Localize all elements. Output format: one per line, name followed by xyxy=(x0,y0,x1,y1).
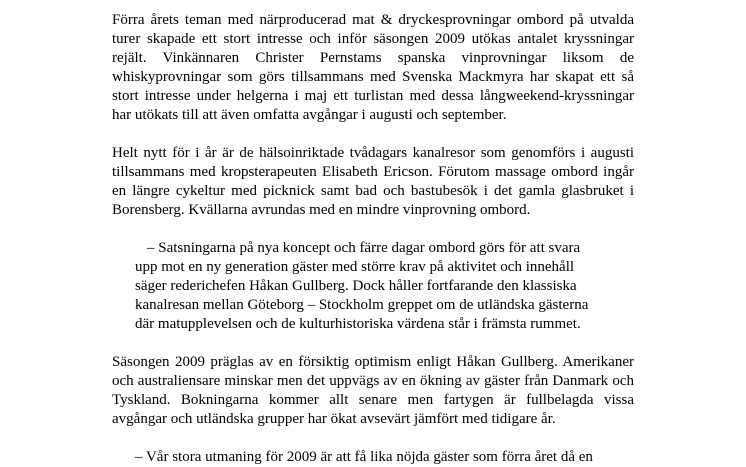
paragraph-line: stort intresse under helgerna i maj ett turlistan med dessa långweekend-kryssningar xyxy=(112,88,634,104)
quote-line: där matupplevelsen och de kulturhistoriska värdena står i främsta rummet. xyxy=(135,316,581,332)
paragraph-line: har utökats till att även omfatta avgångar i augusti och september. xyxy=(112,107,507,123)
paragraph-line: Tyskland. Bokningarna kommer allt senare men fartygen är fullbelagda vissa xyxy=(112,392,634,408)
paragraph-line: en längre cykeltur med picknick samt bad och bastubesök i det gamla glasbruket i xyxy=(112,183,634,199)
paragraph-line: Helt nytt för i år är de hälsoinriktade tvådagars kanalresor som genomförs i augusti xyxy=(112,145,634,161)
paragraph-line: och australiensare minskar men det uppvägs av en ökning av gäster från Danmark och xyxy=(112,373,634,389)
paragraph-line: Borensberg. Kvällarna avrundas med en mindre vinprovning ombord. xyxy=(112,202,531,218)
paragraph-line: tillsammans med kropsterapeuten Elisabeth Ericson. Förutom massage ombord ingår xyxy=(112,164,634,180)
paragraph-line: whiskyprovningar som görs tillsammans med Svenska Mackmyra har skapat ett så xyxy=(112,69,634,85)
paragraph-line: Säsongen 2009 präglas av en försiktig optimism enligt Håkan Gullberg. Amerikaner xyxy=(112,354,634,370)
paragraph-line: Förra årets teman med närproducerad mat & dryckesprovningar ombord på utvalda xyxy=(112,12,634,28)
paragraph-line: turer skapade ett stort intresse och inför säsongen 2009 utökas antalet kryssningar xyxy=(112,31,634,47)
quote-line: – Vår stora utmaning för 2009 är att få lika nöjda gäster som förra året då en xyxy=(135,449,593,465)
paragraph-line: rejält. Vinkännaren Christer Pernstams spanska vinprovningar liksom de xyxy=(112,50,634,66)
paragraph-line: avgångar och utländska grupper har ökat avsevärt jämfört med tidigare år. xyxy=(112,411,556,427)
quote-line: upp mot en ny generation gäster med större krav på aktivitet och innehåll xyxy=(135,259,575,275)
quote-line: kanalresan mellan Göteborg – Stockholm greppet om de utländska gästerna xyxy=(135,297,589,313)
quote-line: säger rederichefen Håkan Gullberg. Dock håller fortfarande den klassiska xyxy=(135,278,577,294)
quote-line: – Satsningarna på nya koncept och färre dagar ombord görs för att svara xyxy=(147,240,581,256)
